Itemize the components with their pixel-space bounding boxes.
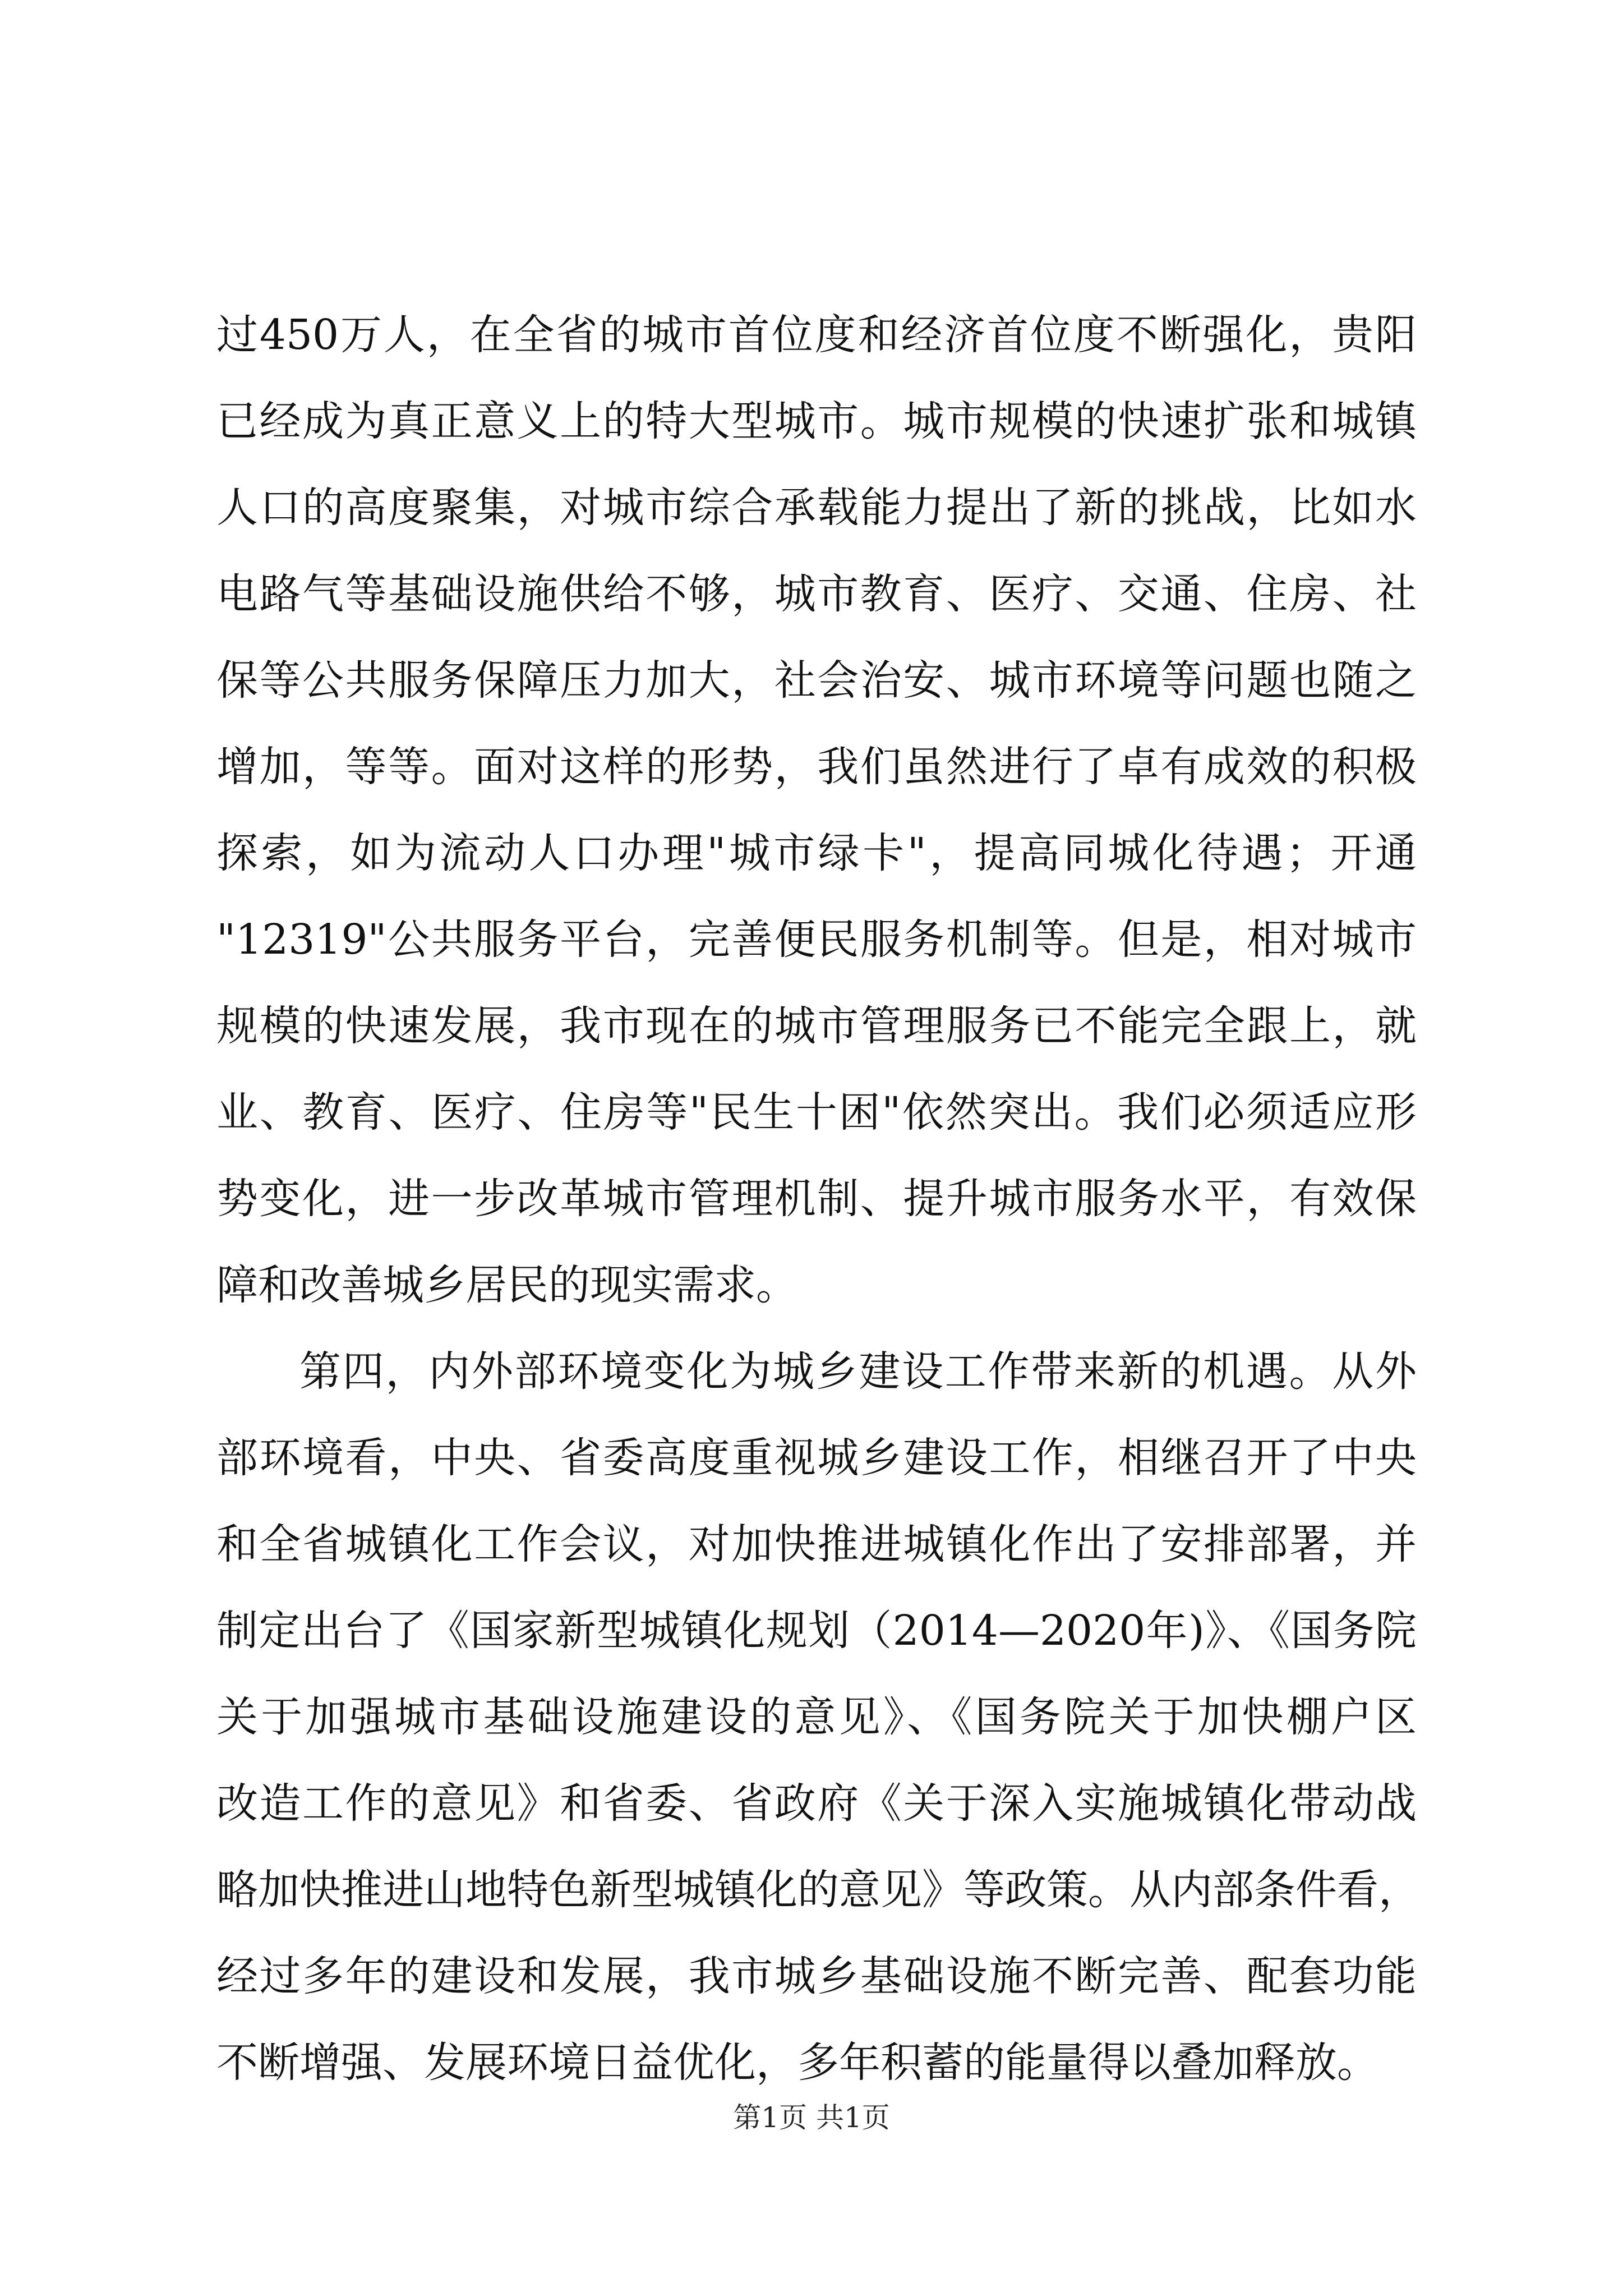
text-line: 保等公共服务保障压力加大，社会治安、城市环境等问题也随之 <box>216 656 1417 705</box>
text-line: 势变化，进一步改革城市管理机制、提升城市服务水平，有效保 <box>216 1175 1417 1223</box>
text-line: 部环境看，中央、省委高度重视城乡建设工作，相继召开了中央 <box>216 1434 1417 1482</box>
text-line: 制定出台了《国家新型城镇化规划（2014—2020年)》、《国务院 <box>216 1607 1417 1655</box>
text-line: 关于加强城市基础设施建设的意见》、《国务院关于加快棚户区 <box>216 1693 1417 1741</box>
text-line: 电路气等基础设施供给不够，城市教育、医疗、交通、住房、社 <box>216 570 1417 618</box>
text-line: 过450万人，在全省的城市首位度和经济首位度不断强化，贵阳 <box>216 311 1417 359</box>
text-line: "12319"公共服务平台，完善便民服务机制等。但是，相对城市 <box>216 915 1417 964</box>
text-line: 增加，等等。面对这样的形势，我们虽然进行了卓有成效的积极 <box>216 743 1417 791</box>
text-line: 和全省城镇化工作会议，对加快推进城镇化作出了安排部署，并 <box>216 1520 1417 1568</box>
text-line: 障和改善城乡居民的现实需求。 <box>216 1261 797 1309</box>
text-line: 规模的快速发展，我市现在的城市管理服务已不能完全跟上，就 <box>216 1002 1417 1050</box>
text-line: 经过多年的建设和发展，我市城乡基础设施不断完善、配套功能 <box>216 1952 1417 2000</box>
page-footer <box>0 2098 1623 2137</box>
text-line: 人口的高度聚集，对城市综合承载能力提出了新的挑战，比如水 <box>216 484 1417 532</box>
text-line: 业、教育、医疗、住房等"民生十困"依然突出。我们必须适应形 <box>216 1088 1417 1137</box>
text-line: 已经成为真正意义上的特大型城市。城市规模的快速扩张和城镇 <box>216 397 1417 445</box>
text-line: 第四，内外部环境变化为城乡建设工作带来新的机遇。从外 <box>299 1347 1417 1396</box>
document-body <box>216 292 1420 2106</box>
text-line: 不断增强、发展环境日益优化，多年积蓄的能量得以叠加释放。 <box>216 2039 1378 2087</box>
page-number-label: 第1页 共1页 <box>733 2101 890 2134</box>
paragraph-1 <box>216 292 1417 1328</box>
text-line: 略加快推进山地特色新型城镇化的意见》等政策。从内部条件看， <box>216 1866 1420 1914</box>
paragraph-2 <box>216 1328 1420 2106</box>
text-line: 探索，如为流动人口办理"城市绿卡"，提高同城化待遇；开通 <box>216 829 1417 877</box>
text-line: 改造工作的意见》和省委、省政府《关于深入实施城镇化带动战 <box>216 1779 1417 1828</box>
